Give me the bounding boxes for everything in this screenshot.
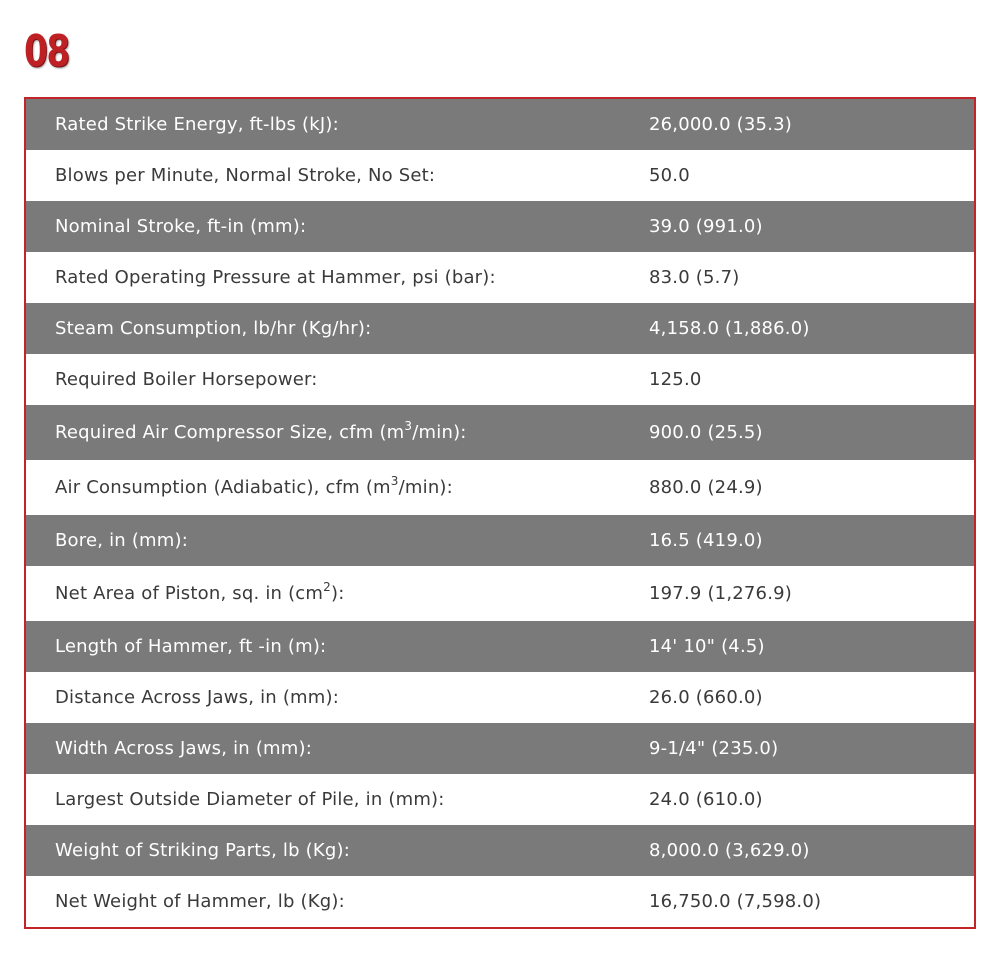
spec-label: Rated Strike Energy, ft-lbs (kJ): <box>55 114 339 135</box>
spec-label-text: /min): <box>398 477 453 498</box>
spec-row-largest-outside-diameter-of-pile <box>26 774 974 825</box>
spec-label <box>26 474 649 498</box>
spec-row-weight-of-striking-parts <box>26 825 974 876</box>
spec-label: Rated Operating Pressure at Hammer, psi (bar): <box>55 267 496 288</box>
spec-row-required-air-compressor-size <box>26 405 974 460</box>
spec-value: 26.0 (660.0) <box>649 687 763 708</box>
spec-value: 14' 10" (4.5) <box>649 636 765 657</box>
spec-value: 16.5 (419.0) <box>649 530 763 551</box>
spec-value: 50.0 <box>649 165 690 186</box>
spec-label-text: Required Air Compressor Size, cfm (m <box>55 422 405 443</box>
spec-row-steam-consumption <box>26 303 974 354</box>
spec-row-blows-per-minute <box>26 150 974 201</box>
spec-label: Distance Across Jaws, in (mm): <box>55 687 340 708</box>
spec-value: 83.0 (5.7) <box>649 267 740 288</box>
spec-value: 125.0 <box>649 369 702 390</box>
spec-value: 24.0 (610.0) <box>649 789 763 810</box>
spec-row-required-boiler-horsepower <box>26 354 974 405</box>
spec-value: 4,158.0 (1,886.0) <box>649 318 810 339</box>
spec-label: Blows per Minute, Normal Stroke, No Set: <box>55 165 436 186</box>
spec-label: Bore, in (mm): <box>55 530 188 551</box>
spec-value: 8,000.0 (3,629.0) <box>649 840 810 861</box>
spec-row-air-consumption <box>26 460 974 515</box>
spec-value: 39.0 (991.0) <box>649 216 763 237</box>
spec-label: Weight of Striking Parts, lb (Kg): <box>55 840 351 861</box>
spec-value: 9-1/4" (235.0) <box>649 738 779 759</box>
model-number-heading: 08 <box>24 26 69 77</box>
spec-row-rated-strike-energy <box>26 99 974 150</box>
superscript: 3 <box>390 474 399 488</box>
specifications-table <box>24 97 976 929</box>
spec-label: Nominal Stroke, ft-in (mm): <box>55 216 307 237</box>
spec-row-net-weight-of-hammer <box>26 876 974 927</box>
spec-value: 26,000.0 (35.3) <box>649 114 793 135</box>
spec-label: Largest Outside Diameter of Pile, in (mm): <box>55 789 445 810</box>
spec-row-bore <box>26 515 974 566</box>
spec-row-net-area-of-piston <box>26 566 974 621</box>
spec-label: Length of Hammer, ft -in (m): <box>55 636 327 657</box>
spec-value: 197.9 (1,276.9) <box>649 583 793 604</box>
spec-label-text: Net Area of Piston, sq. in (cm <box>55 583 324 604</box>
spec-label: Steam Consumption, lb/hr (Kg/hr): <box>55 318 372 339</box>
spec-row-length-of-hammer <box>26 621 974 672</box>
spec-label: Required Boiler Horsepower: <box>55 369 318 390</box>
spec-row-distance-across-jaws <box>26 672 974 723</box>
spec-row-rated-operating-pressure <box>26 252 974 303</box>
spec-label: Net Weight of Hammer, lb (Kg): <box>55 891 345 912</box>
superscript: 2 <box>323 580 331 594</box>
spec-label-text: Air Consumption (Adiabatic), cfm (m <box>55 477 391 498</box>
spec-value: 880.0 (24.9) <box>649 477 763 498</box>
spec-value: 900.0 (25.5) <box>649 422 763 443</box>
spec-row-nominal-stroke <box>26 201 974 252</box>
spec-label-text: ): <box>330 583 345 604</box>
superscript: 3 <box>404 419 413 433</box>
spec-value: 16,750.0 (7,598.0) <box>649 891 822 912</box>
spec-label-text: /min): <box>412 422 467 443</box>
spec-label: Width Across Jaws, in (mm): <box>55 738 312 759</box>
spec-row-width-across-jaws <box>26 723 974 774</box>
spec-label <box>26 580 649 604</box>
spec-label <box>26 419 649 443</box>
